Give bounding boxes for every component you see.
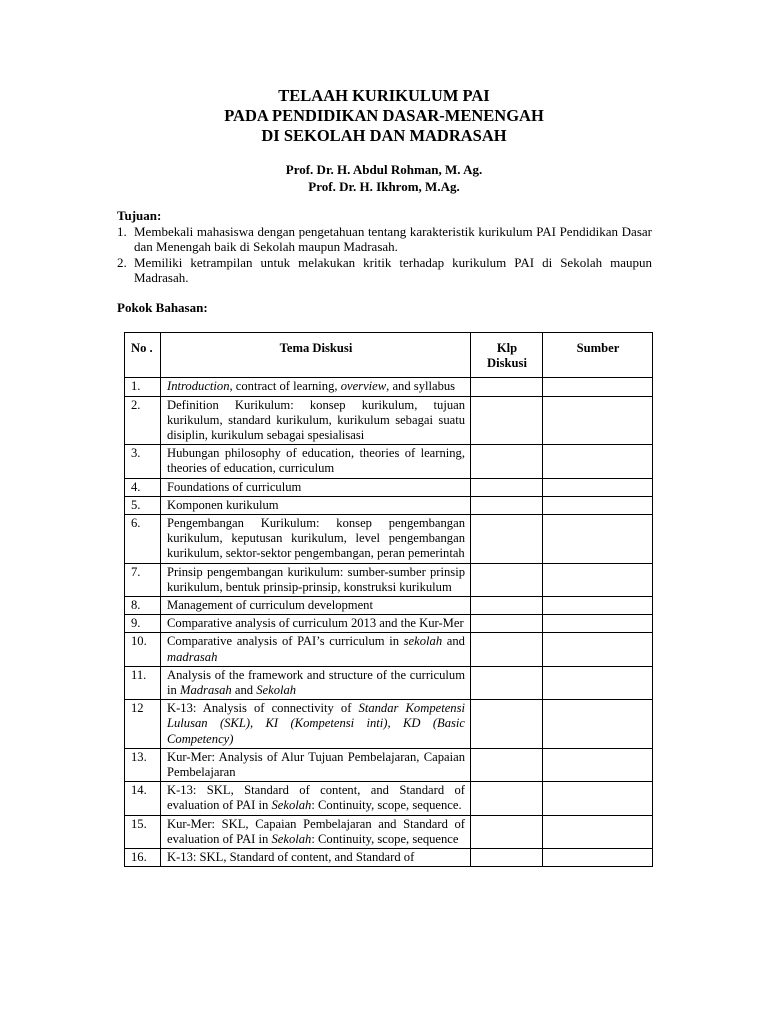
tema-segment: and (231, 683, 257, 698)
row-klp-diskusi (471, 615, 543, 633)
tema-segment: and (442, 634, 465, 649)
tema-segment: Komponen kurikulum (167, 497, 279, 512)
row-tema (161, 633, 471, 666)
tema-segment: Kur-Mer: SKL, Capaian Pembelajaran and Standard of evaluation of PAI in (167, 816, 465, 846)
tema-italic-segment: Sekolah (271, 831, 312, 846)
row-klp-diskusi (471, 849, 543, 867)
row-tema (161, 815, 471, 848)
tema-segment: Prinsip pengembangan kurikulum: sumber-sumber prinsip kurikulum, bentuk prinsip-prinsip, konstruksi kurikulum (167, 564, 465, 594)
table-row (125, 445, 653, 478)
table-row (125, 563, 653, 596)
row-number: 2. (125, 396, 161, 445)
row-tema (161, 378, 471, 396)
row-tema (161, 515, 471, 564)
tema-segment: K-13: SKL, Standard of content, and Standard of (167, 850, 415, 865)
authors-block (0, 162, 768, 195)
title-line-3: DI SEKOLAH DAN MADRASAH (261, 126, 507, 145)
title-line-1: TELAAH KURIKULUM PAI (278, 86, 490, 105)
row-sumber (543, 597, 653, 615)
row-klp-diskusi (471, 396, 543, 445)
row-sumber (543, 849, 653, 867)
tujuan-section (117, 208, 652, 286)
table-row (125, 748, 653, 781)
row-number: 16. (125, 849, 161, 867)
row-sumber (543, 666, 653, 699)
tema-italic-segment: Madrasah (179, 683, 232, 698)
author-1: Prof. Dr. H. Abdul Rohman, M. Ag. (285, 162, 483, 177)
table-header-row (125, 333, 653, 378)
row-number: 14. (125, 782, 161, 815)
row-tema (161, 615, 471, 633)
row-tema (161, 597, 471, 615)
tema-segment: Foundations of curriculum (167, 479, 302, 494)
row-number: 13. (125, 748, 161, 781)
table-row (125, 478, 653, 496)
row-number: 10. (125, 633, 161, 666)
header-no: No . (125, 333, 161, 378)
table-row (125, 597, 653, 615)
document-title (0, 86, 768, 146)
topics-table-body (125, 378, 653, 867)
tema-italic-segment: overview (340, 379, 387, 394)
row-number: 12 (125, 700, 161, 749)
tema-segment: , and syllabus (386, 379, 456, 394)
row-klp-diskusi (471, 666, 543, 699)
tujuan-item (117, 224, 652, 255)
table-row (125, 849, 653, 867)
row-tema (161, 563, 471, 596)
row-sumber (543, 563, 653, 596)
row-sumber (543, 378, 653, 396)
table-row (125, 815, 653, 848)
row-sumber (543, 496, 653, 514)
row-sumber (543, 633, 653, 666)
tujuan-heading: Tujuan: (117, 208, 162, 223)
row-number: 1. (125, 378, 161, 396)
topics-table (124, 332, 653, 867)
row-number: 8. (125, 597, 161, 615)
row-klp-diskusi (471, 378, 543, 396)
tujuan-list (117, 224, 652, 286)
row-klp-diskusi (471, 700, 543, 749)
row-klp-diskusi (471, 496, 543, 514)
header-tema: Tema Diskusi (161, 333, 471, 378)
table-row (125, 615, 653, 633)
row-klp-diskusi (471, 748, 543, 781)
tema-segment: Management of curriculum development (167, 598, 373, 613)
row-sumber (543, 748, 653, 781)
table-row (125, 378, 653, 396)
row-number: 6. (125, 515, 161, 564)
title-line-2: PADA PENDIDIKAN DASAR-MENENGAH (224, 106, 544, 125)
tema-segment: Definition Kurikulum: konsep kurikulum, tujuan kurikulum, standard kurikulum, kurikulum sebagai suatu disiplin, kurikulum sebagai spesialisasi (167, 397, 465, 443)
row-klp-diskusi (471, 478, 543, 496)
tujuan-item-number: 1. (117, 223, 127, 239)
tema-segment: Analysis of the framework and structure of the curriculum in (167, 667, 465, 698)
row-sumber (543, 615, 653, 633)
row-sumber (543, 515, 653, 564)
row-klp-diskusi (471, 515, 543, 564)
table-row (125, 515, 653, 564)
row-sumber (543, 396, 653, 445)
row-tema (161, 496, 471, 514)
tema-segment: Comparative analysis of curriculum 2013 and the Kur-Mer (167, 616, 464, 631)
row-number: 11. (125, 666, 161, 699)
row-sumber (543, 478, 653, 496)
row-klp-diskusi (471, 815, 543, 848)
row-klp-diskusi (471, 633, 543, 666)
tema-italic-segment: Sekolah (256, 683, 297, 698)
tujuan-item-text: Memiliki ketrampilan untuk melakukan kritik terhadap kurikulum PAI di Sekolah maupun Madrasah. (134, 254, 652, 285)
tema-segment: Kur-Mer: Analysis of Alur Tujuan Pembelajaran, Capaian Pembelajaran (167, 749, 465, 780)
row-klp-diskusi (471, 445, 543, 478)
row-sumber (543, 700, 653, 749)
table-row (125, 633, 653, 666)
tema-segment: K-13: SKL, Standard of content, and Standard of evaluation of PAI in (167, 783, 465, 813)
row-number: 7. (125, 563, 161, 596)
tema-italic-segment: Sekolah (271, 798, 312, 813)
row-tema (161, 666, 471, 699)
tujuan-item (117, 255, 652, 286)
author-2: Prof. Dr. H. Ikhrom, M.Ag. (308, 178, 460, 194)
row-klp-diskusi (471, 597, 543, 615)
table-row (125, 496, 653, 514)
row-klp-diskusi (471, 782, 543, 815)
row-number: 3. (125, 445, 161, 478)
tema-segment: Comparative analysis of PAI’s curriculum in (167, 634, 404, 649)
row-number: 15. (125, 815, 161, 848)
row-sumber (543, 815, 653, 848)
tema-segment: Hubungan philosophy of education, theories of learning, theories of education, curriculum (167, 446, 465, 476)
row-number: 9. (125, 615, 161, 633)
tema-italic-segment: Introduction (167, 379, 230, 394)
row-tema (161, 782, 471, 815)
tujuan-item-text: Membekali mahasiswa dengan pengetahuan tentang karakteristik kurikulum PAI Pendidikan Dasar dan Menengah baik di Sekolah maupun Madrasah. (134, 223, 652, 254)
row-number: 5. (125, 496, 161, 514)
row-klp-diskusi (471, 563, 543, 596)
table-row (125, 396, 653, 445)
header-sumber: Sumber (543, 333, 653, 378)
row-tema (161, 396, 471, 445)
row-tema (161, 478, 471, 496)
tema-segment: K-13: Analysis of connectivity of (167, 701, 359, 716)
tema-segment: , contract of learning, (229, 379, 341, 394)
table-row (125, 666, 653, 699)
row-tema (161, 445, 471, 478)
row-tema (161, 748, 471, 781)
header-klp: Klp Diskusi (471, 333, 543, 378)
tujuan-item-number: 2. (117, 254, 127, 270)
row-number: 4. (125, 478, 161, 496)
tema-segment: : Continuity, scope, sequence (311, 831, 459, 846)
row-sumber (543, 782, 653, 815)
tema-italic-segment: sekolah (403, 634, 443, 649)
row-tema (161, 700, 471, 749)
tema-segment: : Continuity, scope, sequence. (311, 798, 462, 813)
table-row (125, 782, 653, 815)
table-row (125, 700, 653, 749)
row-sumber (543, 445, 653, 478)
tema-segment: Pengembangan Kurikulum: konsep pengembangan kurikulum, keputusan kurikulum, level pengembangan kurikulum, sektor-sektor pengembangan, peran pemerintah (167, 516, 465, 561)
pokok-bahasan-heading: Pokok Bahasan: (117, 300, 208, 315)
tema-italic-segment: Standar Kompetensi Lulusan (SKL), KI (Kompetensi inti), KD (Basic Competency) (167, 701, 465, 746)
row-tema (161, 849, 471, 867)
tema-italic-segment: madrasah (167, 649, 218, 664)
